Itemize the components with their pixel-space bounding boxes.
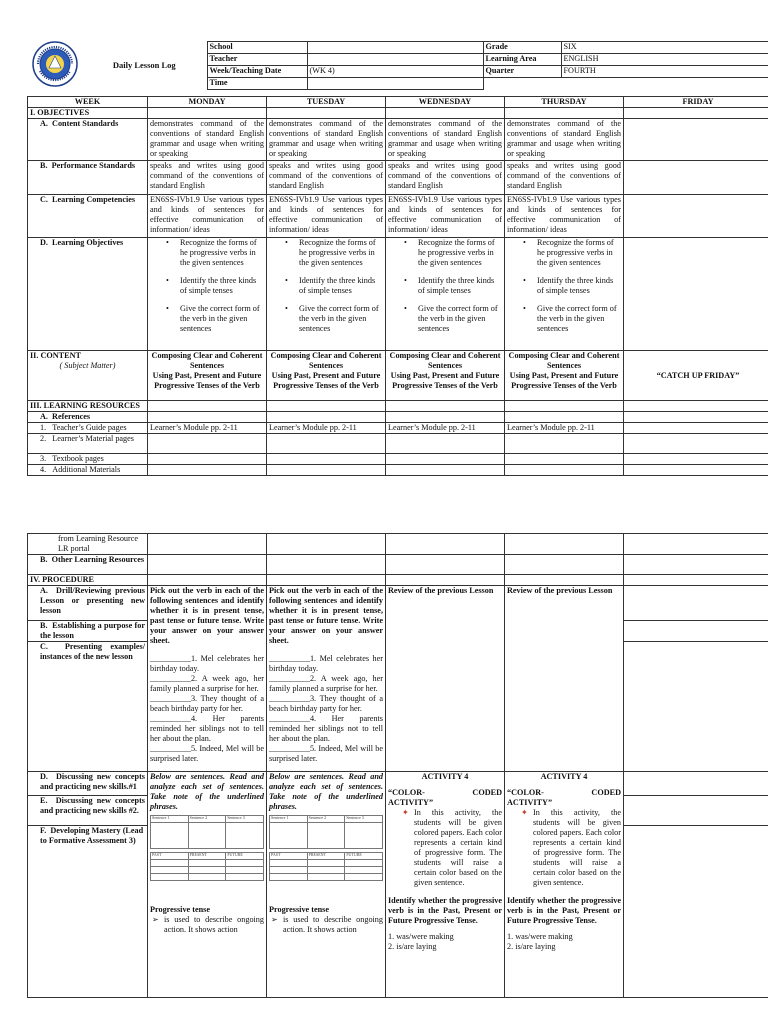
discussing-2-label: E. Discussing new concepts and practicing new skills #2.	[28, 796, 148, 826]
progressive-tense-title: Progressive tense	[269, 905, 329, 914]
below-instructions: Below are sentences. Read and analyze each set of sentences. Take note of the underlined phrases.	[150, 772, 264, 811]
progressive-tense-text: ➢ is used to describe ongoing action. It shows action	[269, 915, 383, 935]
competencies-label: C. Learning Competencies	[28, 195, 148, 238]
drill-item: __________2. A week ago, her family planned a surprise for her.	[150, 674, 264, 693]
grade-label: Grade	[483, 42, 561, 54]
drill-instructions: Pick out the verb in each of the following sentences and identify whether it is in present tense, past tense or future tense. Write your answer on your answer sheet.	[150, 586, 264, 645]
deped-seal-logo	[32, 41, 78, 87]
col-tuesday: TUESDAY	[267, 97, 386, 108]
competency-tue: EN6SS-IVb1.9 Use various types and kinds of sentences for effective communication of information/ ideas	[267, 195, 386, 238]
content-subtitle: Using Past, Present and Future Progressive Tenses of the Verb	[152, 371, 262, 390]
learning-objectives-wed	[386, 238, 505, 351]
objective-item: • Identify the three kinds of simple tenses	[388, 276, 502, 296]
answer-item: 2. is/are laying	[388, 942, 437, 951]
competency-mon: EN6SS-IVb1.9 Use various types and kinds of sentences for effective communication of information/ ideas	[148, 195, 267, 238]
lr-portal-label: from Learning Resource LR portal	[28, 534, 148, 555]
objectives-section: I. OBJECTIVES	[28, 108, 148, 119]
identify-instructions: Identify whether the progressive verb is in the Past, Present or Future Progressive Tense.	[507, 896, 621, 925]
activity-description: ✦ In this activity, the students will be given colored papers. Each color represents a certain kind of progressive form. The students will raise a certain color based on the given sentence.	[388, 808, 502, 888]
mini-header: FUTURE	[226, 853, 264, 860]
col-wednesday: WEDNESDAY	[386, 97, 505, 108]
drill-item: __________5. Indeed, Mel will be surprised later.	[150, 744, 264, 763]
objective-item: • Give the correct form of the verb in the given sentences	[388, 304, 502, 334]
doc-title: Daily Lesson Log	[112, 60, 176, 71]
week-label: Week/Teaching Date	[207, 66, 307, 78]
mini-header: FUTURE	[345, 853, 383, 860]
col-week: WEEK	[28, 97, 148, 108]
objective-item: • Give the correct form of the verb in the given sentences	[269, 304, 383, 334]
performance-mon: speaks and writes using good command of the conventions of standard English	[148, 161, 267, 195]
competency-wed: EN6SS-IVb1.9 Use various types and kinds of sentences for effective communication of information/ ideas	[386, 195, 505, 238]
purpose-label: B. Establishing a purpose for the lesson	[28, 621, 148, 642]
content-standards-mon: demonstrates command of the conventions of standard English grammar and usage when writing or speaking	[148, 119, 267, 161]
learning-objectives-mon	[148, 238, 267, 351]
review-thursday: Review of the previous Lesson	[505, 586, 624, 772]
area-value[interactable]: ENGLISH	[561, 54, 768, 66]
performance-thu: speaks and writes using good command of the conventions of standard English	[505, 161, 624, 195]
textbook-label: 3. Textbook pages	[28, 454, 148, 465]
col-monday: MONDAY	[148, 97, 267, 108]
mini-header: PAST	[151, 853, 189, 860]
time-value[interactable]	[307, 78, 483, 90]
catch-up-friday: “CATCH UP FRIDAY”	[624, 351, 768, 401]
presenting-examples-label: C. Presenting examples/ instances of the new lesson	[28, 642, 148, 772]
mini-header: Sentence 3	[226, 816, 264, 823]
content-section-cell	[28, 351, 148, 401]
tense-table	[150, 852, 264, 881]
col-thursday: THURSDAY	[505, 97, 624, 108]
drill-item: __________1. Mel celebrates her birthday today.	[150, 654, 264, 673]
mini-header: Sentence 1	[151, 816, 189, 823]
progressive-tense-text: ➢ is used to describe ongoing action. It shows action	[150, 915, 264, 935]
content-subtitle: Using Past, Present and Future Progressive Tenses of the Verb	[390, 371, 500, 390]
other-resources-label: B. Other Learning Resources	[28, 555, 148, 575]
content-title: Composing Clear and Coherent Sentences	[389, 351, 501, 370]
drill-item: __________1. Mel celebrates her birthday today.	[269, 654, 383, 673]
procedure-section: IV. PROCEDURE	[28, 575, 148, 586]
teacher-value[interactable]	[307, 54, 483, 66]
tg-pages-thu: Learner’s Module pp. 2-11	[505, 423, 624, 434]
quarter-value[interactable]: FOURTH	[561, 66, 768, 78]
progressive-tense-title: Progressive tense	[150, 905, 210, 914]
mini-header: PRESENT	[188, 853, 226, 860]
objective-item: • Recognize the forms of he progressive verbs in the given sentences	[150, 238, 264, 268]
activity-title: ACTIVITY 4	[421, 772, 469, 781]
content-standards-label: A. Content Standards	[28, 119, 148, 161]
answer-item: 2. is/are laying	[507, 942, 556, 951]
content-tue	[267, 351, 386, 401]
content-standards-tue: demonstrates command of the conventions of standard English grammar and usage when writing or speaking	[267, 119, 386, 161]
drill-item: __________3. They thought of a beach birthday party for her.	[269, 694, 383, 713]
teachers-guide-label: 1. Teacher’s Guide pages	[28, 423, 148, 434]
competency-thu: EN6SS-IVb1.9 Use various types and kinds of sentences for effective communication of information/ ideas	[505, 195, 624, 238]
performance-wed: speaks and writes using good command of the conventions of standard English	[386, 161, 505, 195]
objective-item: • Give the correct form of the verb in the given sentences	[507, 304, 621, 334]
school-label: School	[207, 42, 307, 54]
tg-pages-tue: Learner’s Module pp. 2-11	[267, 423, 386, 434]
content-title: Composing Clear and Coherent Sentences	[151, 351, 263, 370]
school-value[interactable]	[307, 42, 483, 54]
tg-pages-wed: Learner’s Module pp. 2-11	[386, 423, 505, 434]
objective-item: • Recognize the forms of he progressive verbs in the given sentences	[507, 238, 621, 268]
mini-header: Sentence 2	[188, 816, 226, 823]
objective-item: • Recognize the forms of he progressive verbs in the given sentences	[388, 238, 502, 268]
identify-instructions: Identify whether the progressive verb is in the Past, Present or Future Progressive Tense.	[388, 896, 502, 925]
teacher-label: Teacher	[207, 54, 307, 66]
drill-item: __________4. Her parents reminded her siblings not to tell her about the plan.	[150, 714, 264, 743]
mini-header: Sentence 1	[270, 816, 308, 823]
header-info-table	[82, 41, 768, 90]
drill-item: __________5. Indeed, Mel will be surprised later.	[269, 744, 383, 763]
objective-item: • Give the correct form of the verb in the given sentences	[150, 304, 264, 334]
content-thu	[505, 351, 624, 401]
learning-objectives-tue	[267, 238, 386, 351]
drill-item: __________2. A week ago, her family planned a surprise for her.	[269, 674, 383, 693]
grade-value[interactable]: SIX	[561, 42, 768, 54]
lesson-log-table-2	[27, 533, 768, 998]
drill-instructions: Pick out the verb in each of the following sentences and identify whether it is in present tense, past tense or future tense. Write your answer on your answer sheet.	[269, 586, 383, 645]
learning-objectives-thu	[505, 238, 624, 351]
mini-header: Sentence 2	[307, 816, 345, 823]
content-title: Composing Clear and Coherent Sentences	[270, 351, 382, 370]
resources-section: III. LEARNING RESOURCES	[28, 401, 148, 412]
performance-tue: speaks and writes using good command of the conventions of standard English	[267, 161, 386, 195]
content-standards-thu: demonstrates command of the conventions of standard English grammar and usage when writing or speaking	[505, 119, 624, 161]
discussing-1-label: D. Discussing new concepts and practicing new skills.#1	[28, 772, 148, 796]
tense-table	[269, 852, 383, 881]
discussion-monday	[148, 772, 267, 998]
objective-item: • Identify the three kinds of simple tenses	[150, 276, 264, 296]
quarter-label: Quarter	[483, 66, 561, 78]
learning-objectives-label: D. Learning Objectives	[28, 238, 148, 351]
content-title: Composing Clear and Coherent Sentences	[508, 351, 620, 370]
performance-standards-label: B. Performance Standards	[28, 161, 148, 195]
activity-name: “COLOR- CODED ACTIVITY”	[507, 788, 621, 807]
area-label: Learning Area	[483, 54, 561, 66]
drill-item: __________3. They thought of a beach birthday party for her.	[150, 694, 264, 713]
time-label: Time	[207, 78, 307, 90]
drill-monday	[148, 586, 267, 772]
tg-pages-mon: Learner’s Module pp. 2-11	[148, 423, 267, 434]
activity-thursday	[505, 772, 624, 998]
answer-item: 1. was/were making	[507, 932, 573, 941]
drill-label: A. Drill/Reviewing previous Lesson or presenting new lesson	[28, 586, 148, 621]
content-wed	[386, 351, 505, 401]
objective-item: • Identify the three kinds of simple tenses	[269, 276, 383, 296]
drill-item: __________4. Her parents reminded her siblings not to tell her about the plan.	[269, 714, 383, 743]
mini-header: PAST	[270, 853, 308, 860]
content-mon	[148, 351, 267, 401]
col-friday: FRIDAY	[624, 97, 768, 108]
references-label: A. References	[28, 412, 148, 423]
subject-matter-label: ( Subject Matter)	[59, 361, 116, 370]
review-wednesday: Review of the previous Lesson	[386, 586, 505, 772]
activity-wednesday	[386, 772, 505, 998]
sentence-sets-table	[269, 815, 383, 849]
discussion-tuesday	[267, 772, 386, 998]
lesson-log-table-1	[27, 96, 768, 476]
content-standards-wed: demonstrates command of the conventions of standard English grammar and usage when writing or speaking	[386, 119, 505, 161]
activity-description: ✦ In this activity, the students will be given colored papers. Each color represents a certain kind of progressive form. The students will raise a certain color based on the given sentence.	[507, 808, 621, 888]
drill-tuesday	[267, 586, 386, 772]
content-subtitle: Using Past, Present and Future Progressive Tenses of the Verb	[271, 371, 381, 390]
activity-title: ACTIVITY 4	[540, 772, 588, 781]
content-subtitle: Using Past, Present and Future Progressive Tenses of the Verb	[509, 371, 619, 390]
sentence-sets-table	[150, 815, 264, 849]
week-value[interactable]: (WK 4)	[307, 66, 483, 78]
learners-material-label: 2. Learner’s Material pages	[28, 434, 148, 454]
mini-header: Sentence 3	[345, 816, 383, 823]
content-section: II. CONTENT	[30, 351, 81, 360]
answer-item: 1. was/were making	[388, 932, 454, 941]
below-instructions: Below are sentences. Read and analyze each set of sentences. Take note of the underlined phrases.	[269, 772, 383, 811]
activity-name: “COLOR- CODED ACTIVITY”	[388, 788, 502, 807]
developing-mastery-label: F. Developing Mastery (Lead to Formative Assessment 3)	[28, 826, 148, 998]
objective-item: • Recognize the forms of he progressive verbs in the given sentences	[269, 238, 383, 268]
objective-item: • Identify the three kinds of simple tenses	[507, 276, 621, 296]
additional-materials-label: 4. Additional Materials	[28, 465, 148, 476]
mini-header: PRESENT	[307, 853, 345, 860]
